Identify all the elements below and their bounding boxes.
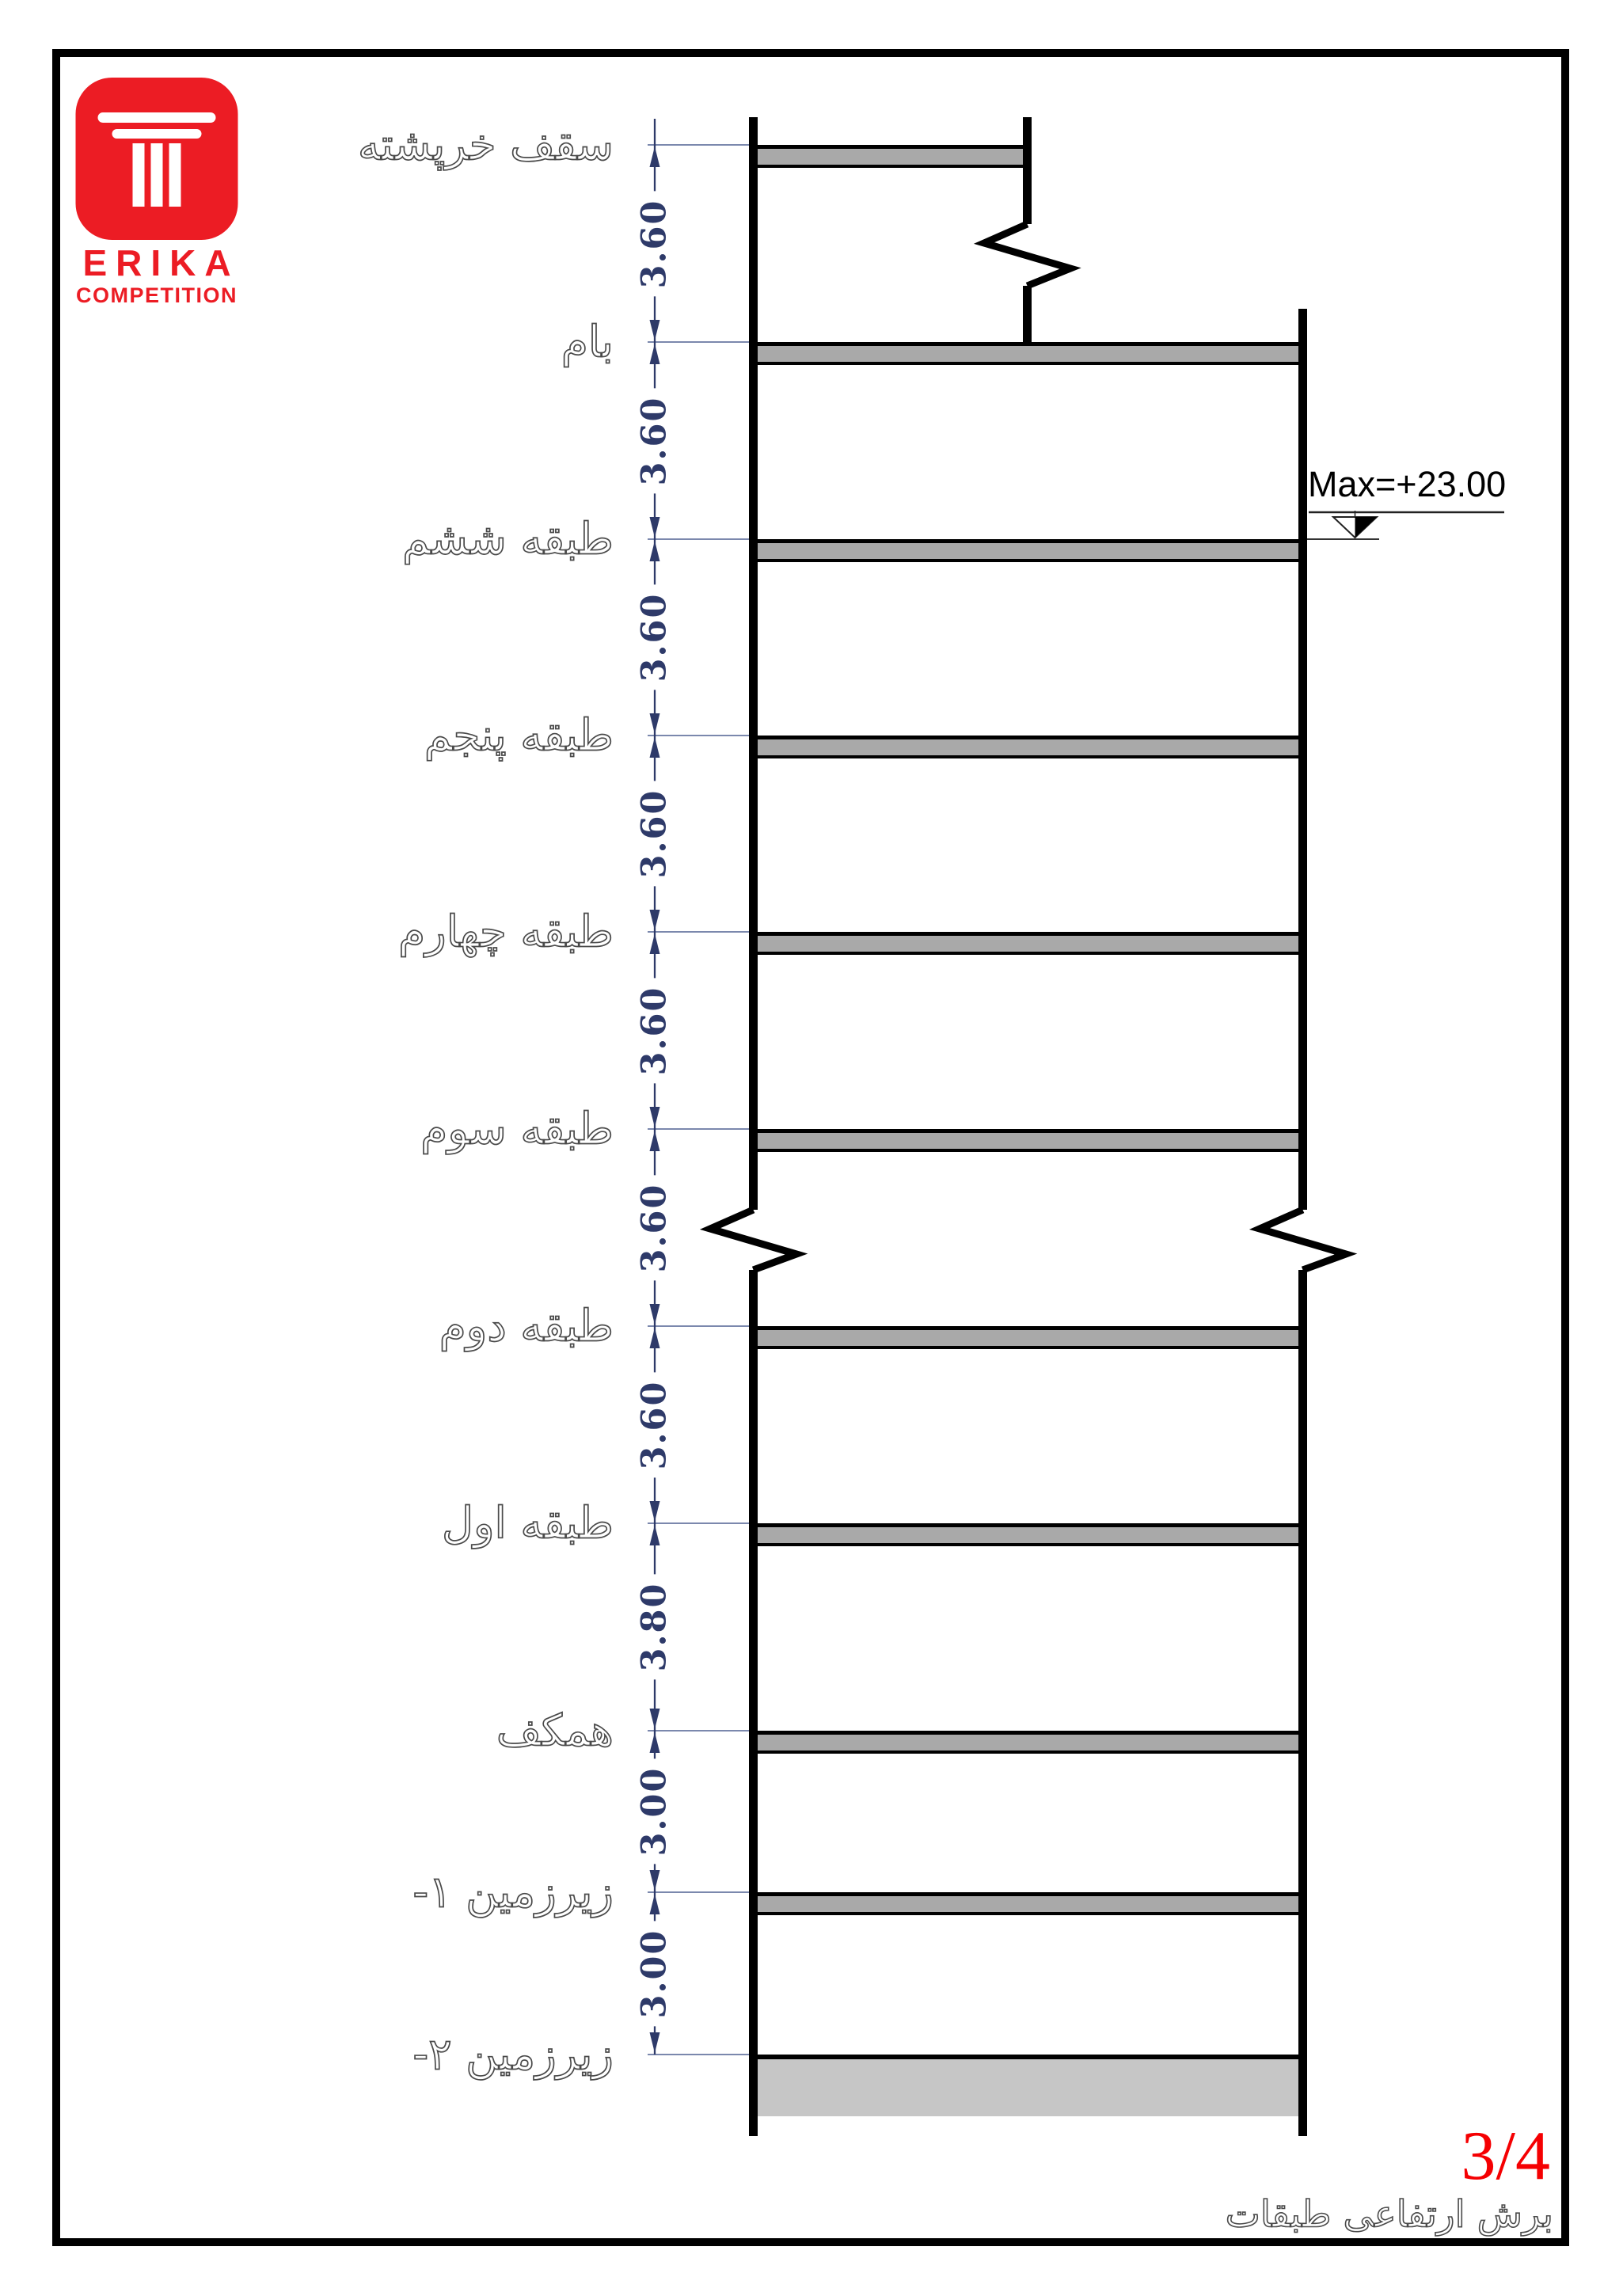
column-capital-icon [75, 78, 238, 240]
dimension-value: 3.80 [637, 1575, 674, 1680]
floor-label-2nd: طبقه دوم [439, 1300, 614, 1351]
floor-label-basement2: زیرزمین ۲- [412, 2028, 614, 2080]
floor-slab [749, 1523, 1307, 1546]
logo-brand-text: ERIKA [82, 242, 240, 283]
dimension-value: 3.00 [637, 1759, 674, 1865]
floor-label-1st: طبقه اول [442, 1497, 614, 1549]
floor-slabs [749, 145, 1307, 2116]
floor-slab [749, 932, 1307, 955]
floor-label-5th: طبقه پنجم [424, 709, 614, 761]
floor-label-3rd: طبقه سوم [420, 1103, 614, 1154]
building-walls [754, 117, 1303, 2136]
sheet-number: 3/4 [1461, 2118, 1550, 2195]
floor-slab [749, 145, 1032, 168]
break-line-icon [710, 1210, 796, 1270]
floor-slab [749, 539, 1307, 562]
floor-label-ground: همکف [496, 1705, 614, 1756]
floor-slab [749, 1731, 1307, 1754]
dimension-value: 3.60 [637, 781, 674, 887]
drawing-caption: برش ارتفاعی طبقات [1225, 2192, 1553, 2237]
foundation-slab [749, 2055, 1307, 2116]
floor-slab [749, 1892, 1307, 1915]
level-marker-icon [1307, 511, 1504, 539]
floor-slab [749, 1129, 1307, 1152]
floor-label-4th: طبقه چهارم [398, 906, 614, 957]
break-line-icon [984, 224, 1070, 286]
dimension-value: 3.60 [637, 1373, 674, 1478]
dimension-value: 3.60 [637, 1176, 674, 1281]
floor-slab [749, 1326, 1307, 1349]
dimension-value: 3.60 [637, 192, 674, 297]
floor-slab [749, 736, 1307, 758]
dimension-value: 3.60 [637, 979, 674, 1084]
dimension-value: 3.00 [637, 1922, 674, 2027]
floor-label-basement1: زیرزمین ۱- [412, 1866, 614, 1918]
dimension-value: 3.60 [637, 585, 674, 690]
floor-label-6th: طبقه ششم [402, 513, 614, 564]
floor-label-roof: بام [561, 316, 614, 367]
dimension-value: 3.60 [637, 389, 674, 494]
floor-label-stair-roof: سقف خرپشته [357, 119, 614, 170]
max-height-annotation: Max=+23.00 [1308, 464, 1507, 504]
break-line-icon [1260, 1210, 1346, 1270]
logo-subtitle-text: COMPETITION [76, 283, 238, 307]
